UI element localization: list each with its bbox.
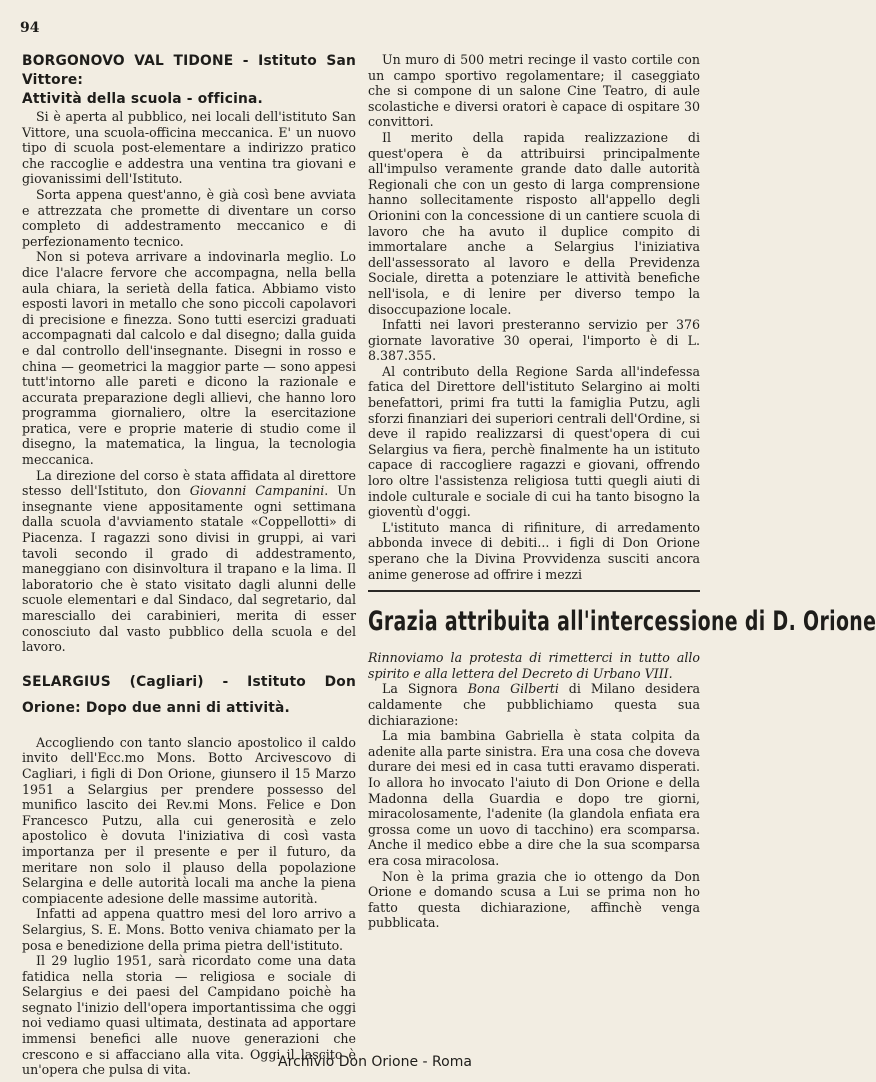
paragraph: Un muro di 500 metri recinge il vasto cortile con un campo sportivo regolamentare; il caseggiato che si compone di un salone Cine Teatro, di aule scolastiche e diversi oratori è capace di ospitare 30 convittori.	[368, 52, 700, 130]
page-number: 94	[20, 20, 40, 36]
headline-place: SELARGIUS (Cagliari)	[22, 673, 204, 690]
person-name: Bona Gilberti	[467, 681, 559, 697]
text-span: La direzione del corso è stata affidata al direttore stesso dell'Istituto, don	[22, 467, 356, 499]
text-span: di Milano desidera caldamente che pubblichiamo questa sua dichiarazione:	[368, 681, 700, 728]
paragraph: Accogliendo con tanto slancio apostolico il caldo invito dell'Ecc.mo Mons. Botto Arcivescovo di Cagliari, i figli di Don Orione, giunsero il 15 Marzo 1951 a Selargius per prendere possesso del munifico lascito dei Rev.mi Mons. Felice e Don Francesco Putzu, alla cui generosità e zelo apostolico è dovuta l'iniziativa di così vasta importanza per il presente e per il futuro, da meritare non solo il plauso della popolazione Selargina e delle autorità locali ma anche la piena compiacente adesione delle massime autorità.	[22, 734, 356, 906]
paragraph: Il 29 luglio 1951, sarà ricordato come una data fatidica nella storia — religiosa e sociale di Selargius e dei paesi del Campidano poichè ha segnato l'inizio dell'opera importantissima che oggi noi vediamo quasi ultimata, destinata ad apportare immensi benefici alle nuove generazioni che crescono e si affacciano alla vita. Oggi il lascito è un'opera che pulsa di vita.	[22, 953, 356, 1078]
headline-institute: Istituto Don Orione:	[22, 673, 356, 716]
left-column	[22, 52, 356, 1078]
paragraph: La mia bambina Gabriella è stata colpita da adenite alla parte sinistra. Era una cosa che doveva durare dei mesi ed in casa tutti eravamo disperati. Io allora ho invocato l'aiuto di Don Orione e della Madonna della Guardia e dopo tre giorni, miracolosamente, l'adenite (la glandola enfiata era grossa come un uovo di tacchino) era scomparsa. Anche il medico ebbe a dire che la sua scomparsa era cosa miracolosa.	[368, 728, 700, 868]
paragraph: Si è aperta al pubblico, nei locali dell'istituto San Vittore, una scuola-officina meccanica. E' un nuovo tipo di scuola post-elementare a indirizzo pratico che raccoglie e addestra una ventina tra giovani e giovanissimi dell'Istituto.	[22, 109, 356, 187]
headline-subtitle: Attività della scuola - officina.	[22, 91, 263, 107]
paragraph	[22, 468, 356, 655]
archive-footer: Archivio Don Orione - Roma	[278, 1054, 472, 1070]
paragraph: Non è la prima grazia che io ottengo da Don Orione e domando scusa a Lui se prima non ho fatto questa dichiarazione, affinchè venga pubblicata.	[368, 868, 700, 931]
headline-subtitle: Dopo due anni di attività.	[85, 699, 291, 716]
grazia-lede: Rinnoviamo la protesta di rimetterci in tutto allo spirito e alla lettera del Decreto di Urbano VIII.	[368, 650, 700, 681]
text-span: La Signora	[382, 681, 468, 697]
article-selargius-headline	[22, 669, 356, 721]
paragraph: Infatti ad appena quattro mesi del loro arrivo a Selargius, S. E. Mons. Botto veniva chiamato per la posa e benedizione della prima pietra dell'istituto.	[22, 906, 356, 953]
paragraph: L'istituto manca di rifiniture, di arredamento abbonda invece di debiti... i figli di Don Orione sperano che la Divina Provvidenza susciti ancora anime generose ad offrire i mezzi	[368, 519, 700, 582]
headline-place: BORGONOVO VAL TIDONE	[22, 53, 234, 69]
paragraph: Non si poteva arrivare a indovinarla meglio. Lo dice l'alacre fervore che accompagna, nella bella aula chiara, la serietà della fatica. Abbiamo visto esposti lavori in metallo che sono piccoli capolavori di precisione e finezza. Sono tutti esercizi graduati accompagnati dal calcolo e dal disegno; dalla guida e dal controllo dell'insegnante. Disegni in rosso e china — geometrici la maggior parte — sono appesi tutt'intorno alle pareti e dicono la razionale e accurata preparazione degli allievi, che hanno loro programma giornaliero, oltre la esercitazione pratica, vere e proprie materie di studio come il disegno, la matematica, la lingua, la tecnologia meccanica.	[22, 249, 356, 468]
paragraph	[368, 681, 700, 728]
paragraph: Infatti nei lavori presteranno servizio per 376 giornate lavorative 30 operai, l'importo è di L. 8.387.355.	[368, 317, 700, 364]
headline-separator: -	[203, 673, 248, 690]
headline-institute: Istituto San Vittore:	[22, 53, 356, 88]
grazia-section-title: Grazia attribuita all'intercessione di D. Orione	[368, 606, 876, 638]
paragraph: Sorta appena quest'anno, è già così bene avviata e attrezzata che promette di diventare un corso completo di addestramento meccanico e di perfezionamento tecnico.	[22, 186, 356, 249]
right-column	[368, 52, 876, 931]
paragraph: Al contributo della Regione Sarda all'indefessa fatica del Direttore dell'istituto Selargino ai molti benefattori, primi fra tutti la famiglia Putzu, agli sforzi finanziari dei superiori centrali dell'Ordine, si deve il rapido realizzarsi di quest'opera di cui Selargius va fiera, perchè finalmente ha un istituto capace di raccogliere ragazzi e giovani, offrendo loro oltre l'assistenza religiosa tutti quegli aiuti di indole culturale e sociale di cui ha tanto bisogno la gioventù d'oggi.	[368, 363, 700, 520]
article-borgonovo-headline	[22, 52, 356, 109]
text-span: . Un insegnante viene appositamente ogni settimana dalla scuola d'avviamento statale «Coppellotti» di Piacenza. I ragazzi sono divisi in gruppi, ai vari tavoli secondo il grado di addestramento, maneggiano con disinvoltura il trapano e la lima. Il laboratorio che è stato visitato dagli alunni delle scuole elementari e dal Sindaco, dal segretario, dal maresciallo dei carabinieri, merita di esser conosciuto dal vasto pubblico della scuola e del lavoro.	[22, 483, 356, 655]
person-name: Giovanni Campanini	[189, 483, 325, 499]
section-divider	[368, 590, 700, 592]
paragraph: Il merito della rapida realizzazione di quest'opera è da attribuirsi principalmente all'impulso veramente grande dato dalle autorità Regionali che con un gesto di larga comprensione hanno sollecitamente risposto all'appello degli Orionini con la concessione di un cantiere scuola di lavoro che ha avuto il duplice compito di immortalare anche a Selargius l'iniziativa dell'assessorato al lavoro e della Previdenza Sociale, diretta a potenziare le attività benefiche nell'isola, e di lenire per diverso tempo la disoccupazione locale.	[368, 129, 700, 317]
headline-separator: -	[233, 53, 259, 69]
